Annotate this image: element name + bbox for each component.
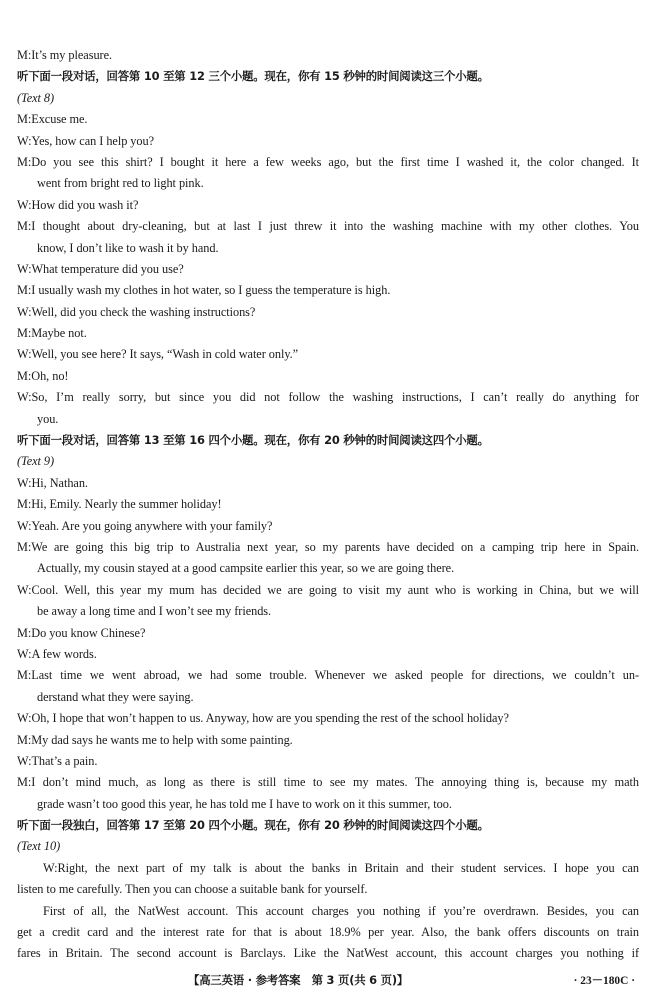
text-label: (Text 8): [17, 90, 55, 105]
footer-document-code: · 23－180C ·: [573, 975, 635, 987]
transcript-line: W:Yeah. Are you going anywhere with your family?: [17, 518, 273, 533]
transcript-line: W:Yes, how can I help you?: [17, 133, 155, 148]
section-instruction: 听下面一段独白，回答第 17 至第 20 四个小题。现在，你有 20 秒钟的时间阅读这四个小题。: [17, 818, 489, 833]
transcript-line: fares in Britain. The second account is Barclays. Like the NatWest account, this account charges you nothing if: [17, 946, 639, 961]
footer-page-info: 【高三英语 · 参考答案 第 3 页(共 6 页)】: [188, 973, 409, 987]
transcript-line: W:How did you wash it?: [17, 197, 139, 212]
transcript-line-continued: know, I don’t like to wash it by hand.: [37, 240, 219, 255]
transcript-line: M:Last time we went abroad, we had some trouble. Whenever we asked people for directions, we couldn’t un-: [17, 668, 639, 683]
transcript-line: M:Hi, Emily. Nearly the summer holiday!: [17, 497, 222, 512]
transcript-line: W:Cool. Well, this year my mum has decided we are going to visit my aunt who is working in China, but we will: [17, 582, 639, 597]
transcript-line: M:My dad says he wants me to help with some painting.: [17, 732, 293, 747]
transcript-line: M:Excuse me.: [17, 112, 88, 127]
transcript-line-continued: went from bright red to light pink.: [37, 176, 204, 191]
text-label: (Text 10): [17, 839, 61, 854]
transcript-line: W:That’s a pain.: [17, 753, 98, 768]
transcript-line: M:It’s my pleasure.: [17, 48, 113, 62]
transcript-line: M:We are going this big trip to Australia next year, so my parents have decided on a camping trip here in Spain.: [17, 539, 639, 554]
transcript-line: W:Well, you see here? It says, “Wash in cold water only.”: [17, 347, 299, 362]
section-instruction: 听下面一段对话，回答第 13 至第 16 四个小题。现在，你有 20 秒钟的时间阅读这四个小题。: [17, 433, 489, 448]
transcript-line: W:What temperature did you use?: [17, 261, 184, 276]
transcript-line: M:Maybe not.: [17, 326, 87, 341]
paragraph-start-line: W:Right, the next part of my talk is about the banks in Britain and their student services. I hope you can: [43, 860, 639, 875]
transcript-line-continued: you.: [37, 411, 59, 426]
page-footer: [0, 972, 653, 992]
text-label: (Text 9): [17, 454, 55, 469]
transcript-line: W:Oh, I hope that won’t happen to us. Anyway, how are you spending the rest of the school holiday?: [17, 711, 509, 726]
transcript-line: M:I thought about dry-cleaning, but at last I just threw it into the washing machine with my other clothes. You: [17, 219, 639, 234]
transcript-line-continued: be away a long time and I won’t see my friends.: [37, 604, 272, 619]
transcript-line: M:Oh, no!: [17, 368, 69, 383]
transcript-line: W:Hi, Nathan.: [17, 475, 88, 490]
transcript-line: W:Well, did you check the washing instructions?: [17, 304, 256, 319]
transcript-line: listen to me carefully. Then you can choose a suitable bank for yourself.: [17, 882, 368, 897]
transcript-line: W:A few words.: [17, 646, 97, 661]
transcript-body: [17, 45, 639, 965]
paragraph-start-line: First of all, the NatWest account. This account charges you nothing if you’re overdrawn. Besides, you can: [43, 903, 639, 918]
transcript-line: get a credit card and the interest rate for that is about 18.9% per year. Also, the bank offers discounts on train: [17, 925, 639, 940]
transcript-line: M:I usually wash my clothes in hot water, so I guess the temperature is high.: [17, 283, 391, 298]
transcript-line: M:Do you know Chinese?: [17, 625, 146, 640]
transcript-line-continued: Actually, my cousin stayed at a good campsite earlier this year, so we are going there.: [37, 561, 455, 576]
transcript-line-continued: derstand what they were saying.: [37, 689, 194, 704]
section-instruction: 听下面一段对话，回答第 10 至第 12 三个小题。现在，你有 15 秒钟的时间阅读这三个小题。: [17, 69, 489, 84]
transcript-line-continued: grade wasn’t too good this year, he has told me I have to work on it this summer, too.: [37, 796, 452, 811]
transcript-line: M:Do you see this shirt? I bought it here a few weeks ago, but the first time I washed it, the color changed. It: [17, 154, 639, 169]
transcript-line: M:I don’t mind much, as long as there is still time to see my mates. The annoying thing is, because my math: [17, 775, 639, 790]
transcript-line: W:So, I’m really sorry, but since you did not follow the washing instructions, I can’t really do anything for: [17, 390, 639, 405]
